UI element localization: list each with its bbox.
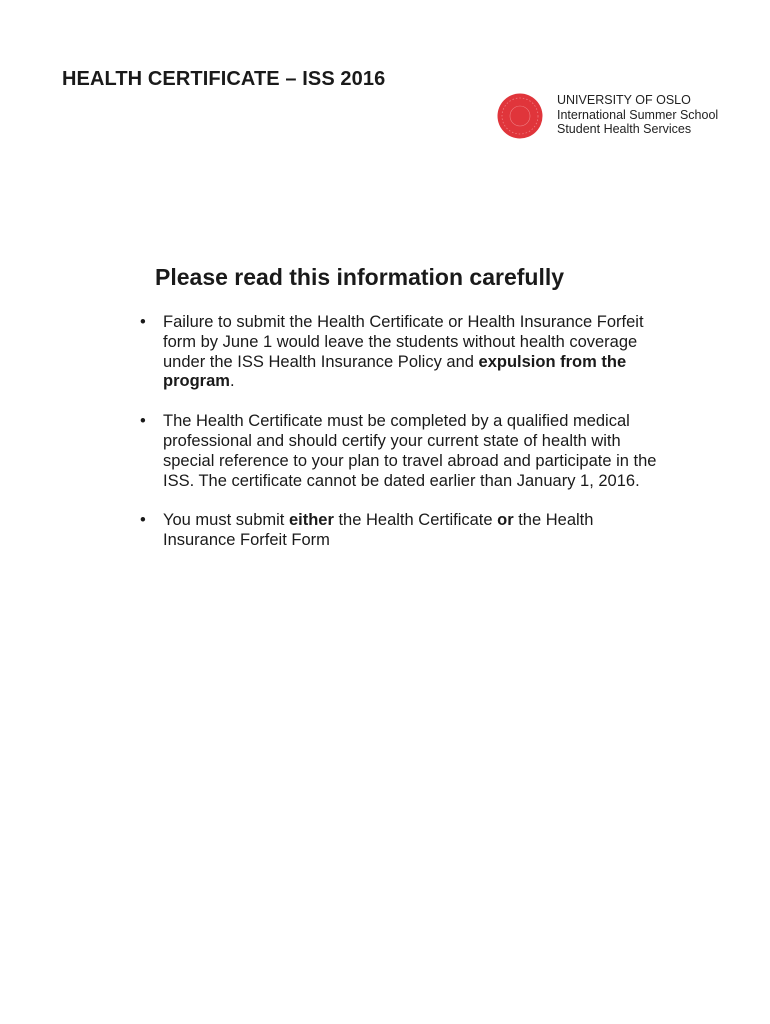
notice-heading: Please read this information carefully <box>155 264 565 290</box>
page-title: HEALTH CERTIFICATE – ISS 2016 <box>62 68 386 90</box>
item-text: the Health Certificate <box>333 511 498 530</box>
item-text: You must submit <box>163 511 289 530</box>
university-seal-icon <box>497 93 543 139</box>
item-text: The Health Certificate must be completed by a qualified medical professional and should certify your current state of health with special reference to your plan to travel abroad and participate in the ISS. The certificate cannot be dated earlier than January 1, 2016. <box>163 412 657 490</box>
bullet-icon: • <box>140 313 146 331</box>
item-text-end: . <box>229 372 235 391</box>
bullet-icon: • <box>140 412 146 431</box>
department-name: Student Health Services <box>557 122 692 136</box>
item-emphasis: expulsion from the program <box>163 352 627 391</box>
item-emphasis: either <box>288 511 334 530</box>
notice-list <box>138 313 658 571</box>
list-item <box>138 511 658 551</box>
institution-block <box>557 93 718 137</box>
bullet-icon: • <box>140 511 146 530</box>
list-item <box>138 412 658 491</box>
item-text: Failure to submit the Health Certificate or Health Insurance Forfeit form by June 1 would leave the students without health coverage under the ISS Health Insurance Policy and <box>163 313 644 371</box>
school-name: International Summer School <box>557 107 719 122</box>
item-text: the Health Insurance Forfeit Form <box>163 511 594 550</box>
list-item <box>138 313 658 392</box>
university-name: UNIVERSITY OF OSLO <box>557 93 691 107</box>
item-emphasis: or <box>497 511 514 530</box>
